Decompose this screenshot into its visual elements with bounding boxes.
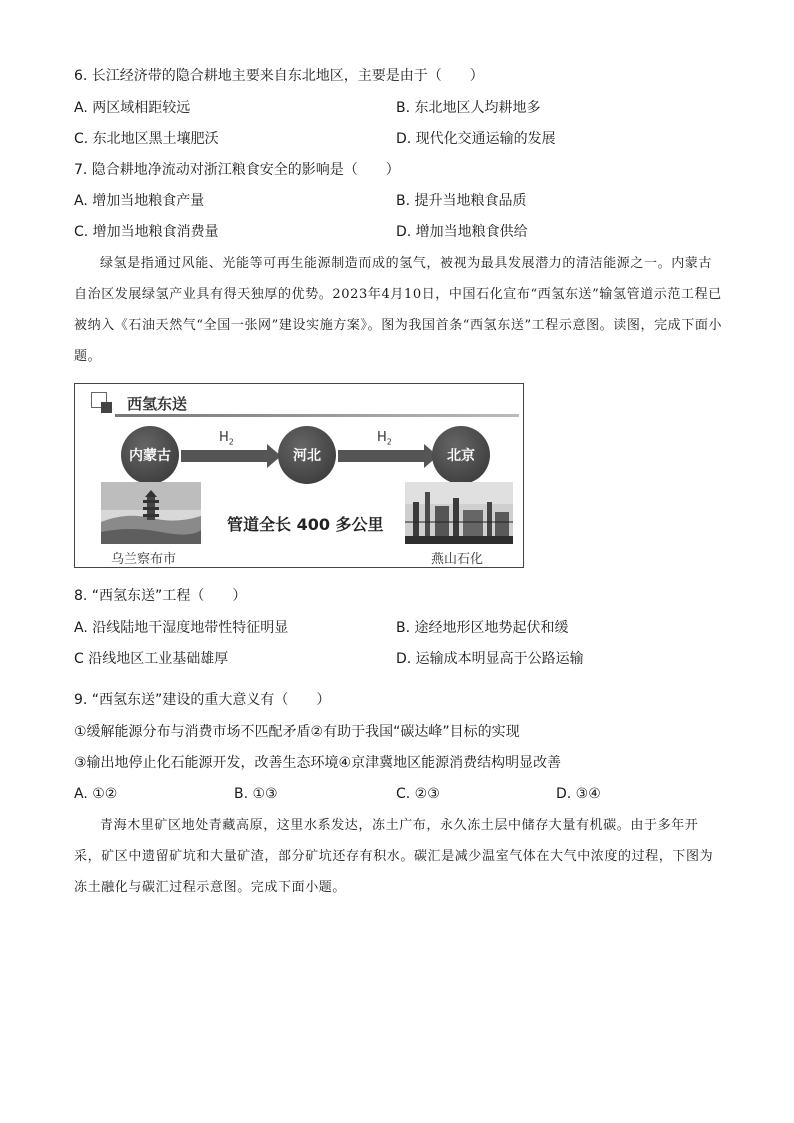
q8-option-a: A. 沿线陆地干湿度地带性特征明显	[74, 620, 289, 636]
q7-option-a: A. 增加当地粮食产量	[74, 193, 205, 209]
hydrogen-label-2: $H_2$	[377, 430, 392, 447]
q6-option-a: A. 两区域相距较远	[74, 100, 191, 116]
refinery-photo	[405, 482, 513, 544]
node-inner-mongolia	[121, 426, 179, 484]
q9-statement-1-2: ①缓解能源分布与消费市场不匹配矛盾②有助于我国“碳达峰”目标的实现	[74, 724, 520, 740]
q8-option-d: D. 运输成本明显高于公路运输	[396, 651, 584, 667]
q6-option-c: C. 东北地区黑土壤肥沃	[74, 131, 219, 147]
q7-option-d: D. 增加当地粮食供给	[396, 224, 528, 240]
arrow-right-icon	[181, 450, 269, 462]
question-7-stem: 7. 隐合耕地净流动对浙江粮食安全的影响是（ ）	[74, 162, 400, 178]
node-inner-mongolia-label: 内蒙古	[129, 448, 171, 464]
node-beijing-label: 北京	[447, 448, 475, 464]
q8-option-c: C 沿线地区工业基础雄厚	[74, 651, 229, 667]
node-hebei-label: 河北	[293, 448, 321, 464]
node-beijing	[432, 426, 490, 484]
q6-option-d: D. 现代化交通运输的发展	[396, 131, 556, 147]
arrow-right-icon	[338, 450, 426, 462]
hydrogen-label-1: $H_2$	[219, 430, 234, 447]
question-9-stem: 9. “西氢东送”建设的重大意义有（ ）	[74, 692, 331, 708]
q9-option-a: A. ①②	[74, 786, 118, 802]
figure-title-underline	[115, 414, 519, 417]
figure-title: 西氢东送	[127, 395, 188, 413]
node-hebei	[278, 426, 336, 484]
question-8-stem: 8. “西氢东送”工程（ ）	[74, 588, 247, 604]
pipeline-length-text: 管道全长 400 多公里	[227, 515, 384, 534]
q9-option-d: D. ③④	[556, 786, 601, 802]
q7-option-c: C. 增加当地粮食消费量	[74, 224, 219, 240]
tower-photo	[101, 482, 201, 544]
question-6-stem: 6. 长江经济带的隐合耕地主要来自东北地区，主要是由于（ ）	[74, 68, 484, 84]
caption-ulanqab: 乌兰察布市	[111, 552, 177, 567]
passage-muli-mining	[74, 810, 724, 903]
q8-option-b: B. 途经地形区地势起伏和缓	[396, 620, 569, 636]
q9-option-b: B. ①③	[234, 786, 278, 802]
caption-yanshan-petrochemical: 燕山石化	[431, 552, 484, 567]
passage-1-text: 绿氢是指通过风能、光能等可再生能源制造而成的氢气，被视为最具发展潜力的清洁能源之一。内蒙古自治区发展绿氢产业具有得天独厚的优势。2023年4月10日，中国石化宣布“西氢东送”输氢管道示范工程已被纳入《石油天然气“全国一张网”建设实施方案》。图为我国首条“西氢东送”工程示意图。读图，完成下面小题。	[74, 256, 723, 364]
q6-option-b: B. 东北地区人均耕地多	[396, 100, 541, 116]
q9-option-c: C. ②③	[396, 786, 440, 802]
q7-option-b: B. 提升当地粮食品质	[396, 193, 527, 209]
header-filled-square-icon	[101, 402, 112, 413]
passage-2-text: 青海木里矿区地处青藏高原，这里水系发达，冻土广布，永久冻土层中储存大量有机碳。由于多年开采，矿区中遗留矿坑和大量矿渣，部分矿坑还存有积水。碳汇是减少温室气体在大气中浓度的过程，下图为冻土融化与碳汇过程示意图。完成下面小题。	[74, 818, 714, 895]
west-hydrogen-east-figure	[74, 383, 524, 568]
passage-green-hydrogen	[74, 248, 724, 372]
q9-statement-3-4: ③输出地停止化石能源开发，改善生态环境④京津冀地区能源消费结构明显改善	[74, 755, 562, 771]
